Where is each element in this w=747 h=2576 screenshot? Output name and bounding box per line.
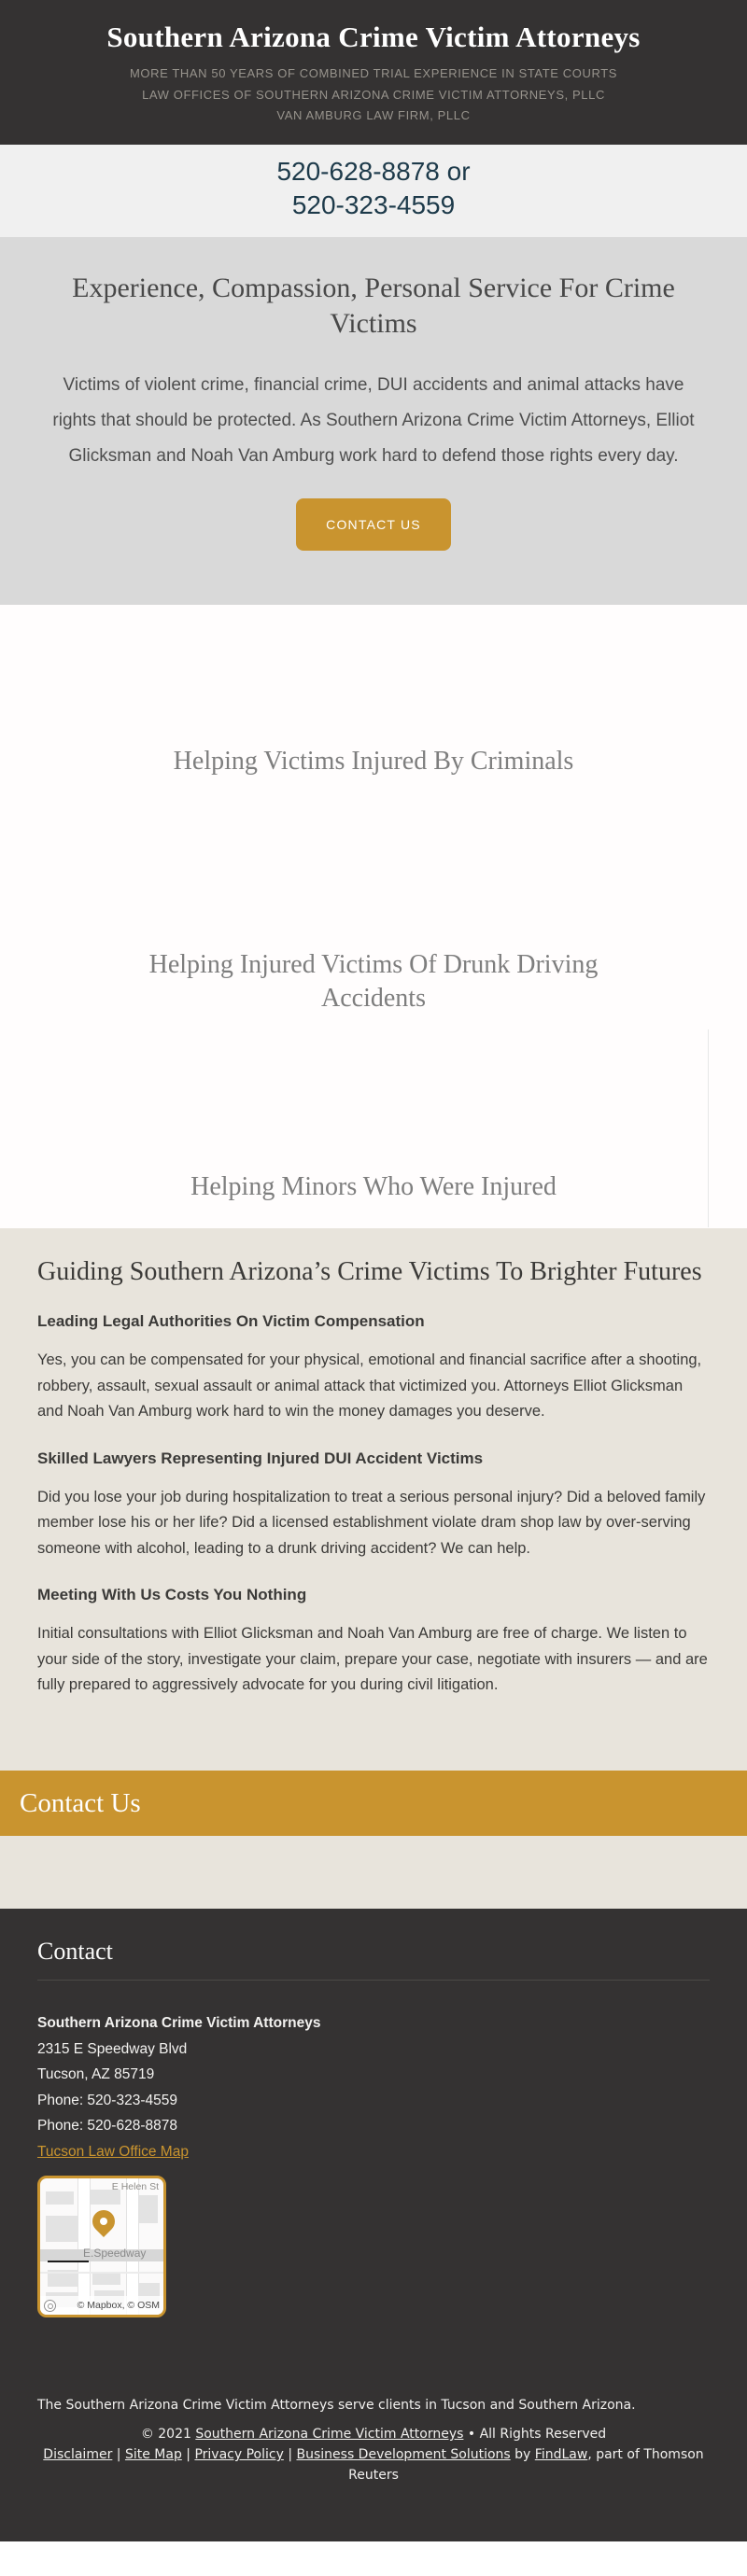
card-title-drunk-driving: Helping Injured Victims Of Drunk Driving Accidents — [148, 950, 599, 1013]
hero-section — [0, 237, 747, 605]
map-buildings — [46, 2216, 78, 2242]
contact-us-banner: Contact Us — [0, 1771, 747, 1836]
contact-us-button[interactable]: CONTACT US — [296, 498, 451, 551]
footer-divider — [37, 1980, 710, 1981]
legal-separator: | — [283, 2447, 297, 2462]
mapbox-logo-icon — [44, 2300, 56, 2312]
disclaimer-link[interactable]: Disclaimer — [43, 2447, 113, 2462]
map-buildings — [92, 2272, 120, 2285]
site-header — [0, 0, 747, 145]
findlaw-link[interactable]: FindLaw — [534, 2447, 588, 2462]
guide-heading: Guiding Southern Arizona’s Crime Victims To Brighter Futures — [37, 1257, 702, 1286]
privacy-policy-link[interactable]: Privacy Policy — [194, 2447, 284, 2462]
beige-strip — [0, 1836, 747, 1909]
card-title-minors: Helping Minors Who Were Injured — [190, 1172, 557, 1201]
hero-heading: Experience, Compassion, Personal Service For Crime Victims — [72, 273, 675, 339]
tagline-experience: MORE THAN 50 YEARS OF COMBINED TRIAL EXPERIENCE IN STATE COURTS — [129, 66, 618, 80]
site-taglines — [0, 63, 747, 127]
copyright-prefix: © 2021 — [140, 2427, 196, 2442]
footer-address-city: Tucson, AZ 85719 — [37, 2066, 155, 2082]
office-map-thumbnail[interactable] — [37, 2176, 166, 2317]
footer-phone-1: Phone: 520-323-4559 — [37, 2092, 177, 2108]
map-road-minor — [40, 2272, 163, 2274]
subheading-free-consultation: Meeting With Us Costs You Nothing — [37, 1586, 307, 1603]
footer-contact-info — [37, 2010, 710, 2164]
hero-paragraph: Victims of violent crime, financial crime, DUI accidents and animal attacks have rights that should be protected. As Southern Arizona Crime Victim Attorneys, Elliot Glicksman and Noah Van Amburg work hard to defend those rights every day. — [52, 375, 695, 466]
footer-legal-links — [37, 2444, 710, 2485]
copyright-suffix: • All Rights Reserved — [463, 2427, 607, 2442]
phone-number-secondary[interactable]: 520-323-4559 — [291, 190, 456, 219]
paragraph-victim-compensation: Yes, you can be compensated for your physical, emotional and financial sacrifice after a shooting, robbery, assault, sexual assault or animal attack that victimized you. Attorneys Elliot Glicksman and Noah Van Amburg work hard to win the money damages you deserve. — [37, 1351, 702, 1420]
legal-by-text: by — [510, 2447, 535, 2462]
office-map-link[interactable]: Tucson Law Office Map — [37, 2143, 189, 2160]
map-road-casing — [48, 2261, 89, 2262]
footer-contact-heading: Contact — [37, 1938, 113, 1965]
site-map-link[interactable]: Site Map — [124, 2447, 182, 2462]
footer-serve-statement: The Southern Arizona Crime Victim Attorneys serve clients in Tucson and Southern Arizona. — [37, 2398, 636, 2413]
subheading-victim-compensation: Leading Legal Authorities On Victim Compensation — [37, 1312, 425, 1330]
guide-section — [0, 1228, 747, 1771]
footer-firm-name: Southern Arizona Crime Victim Attorneys — [37, 2015, 321, 2031]
map-attribution: © Mapbox, © OSM — [40, 2296, 163, 2315]
practice-cards-section — [0, 605, 747, 1228]
map-pin-icon — [88, 2205, 120, 2237]
tagline-van-amburg: VAN AMBURG LAW FIRM, PLLC — [276, 108, 471, 122]
footer-address-street: 2315 E Speedway Blvd — [37, 2040, 188, 2057]
legal-separator: | — [181, 2447, 195, 2462]
legal-separator: | — [112, 2447, 125, 2462]
legal-suffix-text: , part of Thomson Reuters — [348, 2447, 704, 2483]
tagline-law-offices: LAW OFFICES OF SOUTHERN ARIZONA CRIME VICTIM ATTORNEYS, PLLC — [142, 87, 605, 102]
map-street-label-helen: E Helen St — [111, 2181, 159, 2192]
footer-copyright — [37, 2424, 710, 2444]
map-street-label-speedway: E.Speedway — [83, 2247, 147, 2260]
phone-bar — [0, 145, 747, 237]
copyright-firm-link[interactable]: Southern Arizona Crime Victim Attorneys — [195, 2427, 464, 2442]
site-title: Southern Arizona Crime Victim Attorneys — [106, 21, 641, 53]
site-footer — [0, 1909, 747, 2541]
subheading-dui-victims: Skilled Lawyers Representing Injured DUI Accident Victims — [37, 1449, 484, 1467]
business-development-solutions-link[interactable]: Business Development Solutions — [296, 2447, 511, 2462]
map-buildings — [46, 2191, 74, 2205]
faint-vertical-divider — [708, 1029, 709, 1227]
phone-number-primary[interactable]: 520-628-8878 or — [276, 157, 471, 186]
card-title-criminal-victims: Helping Victims Injured By Criminals — [173, 747, 574, 776]
paragraph-free-consultation: Initial consultations with Elliot Glicksman and Noah Van Amburg are free of charge. We listen to your side of the story, investigate your claim, prepare your case, negotiate with insurers — and are fully prepared to aggressively advocate for you during civil litigation. — [37, 1625, 708, 1693]
footer-phone-2: Phone: 520-628-8878 — [37, 2118, 177, 2134]
paragraph-dui-victims: Did you lose your job during hospitalization to treat a serious personal injury? Did a beloved family member lose his or her life? Did a licensed establishment violate dram shop law by over-serving someone with alcohol, leading to a drunk driving accident? We can help. — [37, 1488, 706, 1557]
